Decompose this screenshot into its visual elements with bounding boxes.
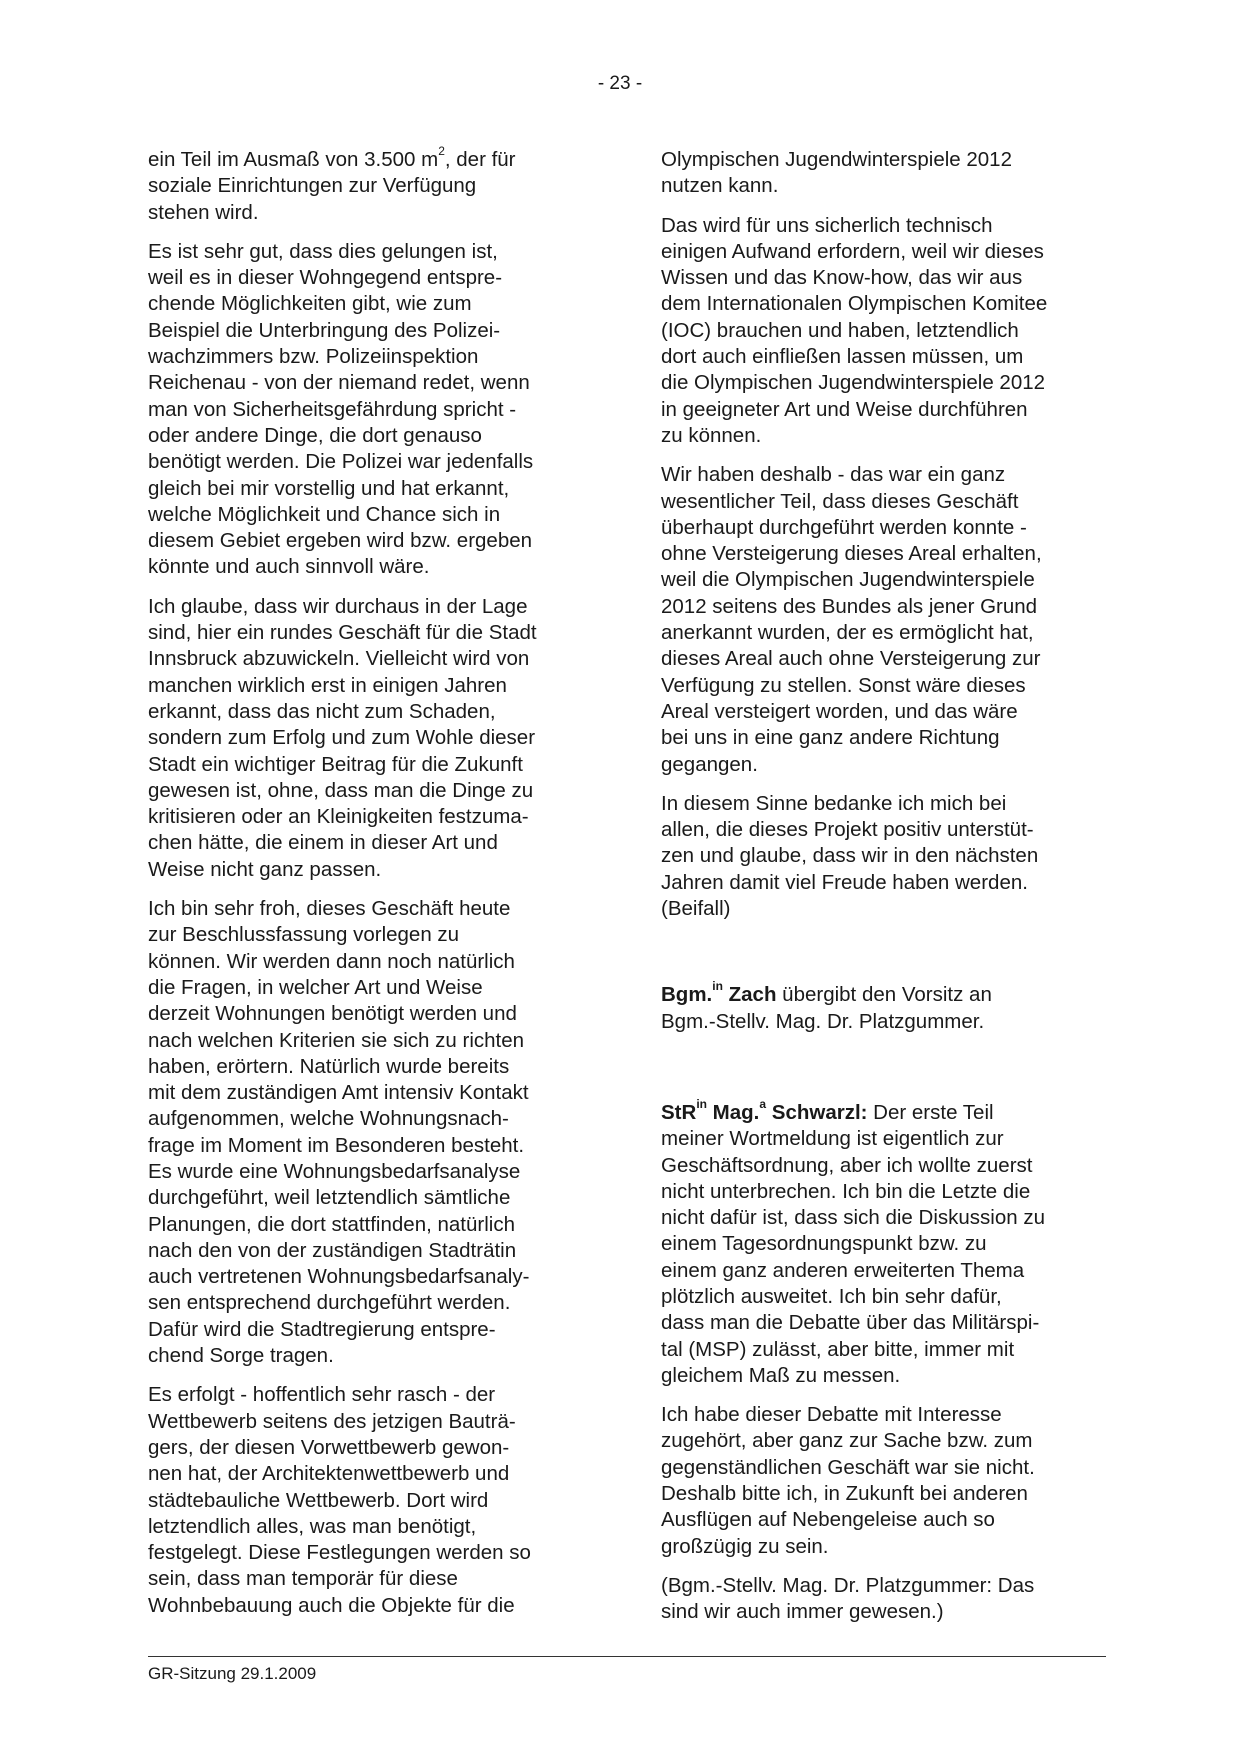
text-line: nach welchen Kriterien sie sich zu richten — [148, 1028, 525, 1052]
text-line: gers, der diesen Vorwettbewerb gewon- — [148, 1435, 510, 1459]
text-line: Innsbruck abzuwickeln. Vielleicht wird von — [148, 647, 530, 671]
right-paragraph-1 — [661, 147, 1106, 200]
text-line: chend Sorge tragen. — [148, 1344, 334, 1368]
text-line: chen hätte, die einem in dieser Art und — [148, 831, 498, 855]
text-line: haben, erörtern. Natürlich wurde bereits — [148, 1054, 510, 1078]
right-paragraph-5 — [661, 1402, 1106, 1560]
text-line: Jahren damit viel Freude haben werden. — [661, 870, 1028, 894]
text-line: benötigt werden. Die Polizei war jedenfalls — [148, 450, 534, 474]
text-line: Es erfolgt - hoffentlich sehr rasch - der — [148, 1383, 496, 1407]
text-line: Reichenau - von der niemand redet, wenn — [148, 371, 530, 395]
text-line: Areal versteigert worden, und das wäre — [661, 699, 1018, 723]
text-line: Wohnbebauung auch die Objekte für die — [148, 1593, 515, 1617]
text-line: oder andere Dinge, die dort genauso — [148, 423, 482, 447]
text-line: einigen Aufwand erfordern, weil wir dieses — [661, 239, 1044, 263]
text-line: letztendlich alles, was man benötigt, — [148, 1514, 477, 1538]
text-line: dieses Areal auch ohne Versteigerung zur — [661, 647, 1041, 671]
text-line: sind wir auch immer gewesen.) — [661, 1600, 944, 1624]
left-paragraph-5 — [148, 1382, 588, 1619]
text-line: Stadt ein wichtiger Beitrag für die Zukunft — [148, 752, 523, 776]
text-line: allen, die dieses Projekt positiv unterstüt- — [661, 818, 1034, 842]
text-line: gegangen. — [661, 752, 758, 776]
text-line: nicht unterbrechen. Ich bin die Letzte die — [661, 1179, 1031, 1203]
text-line: einem Tagesordnungspunkt bzw. zu — [661, 1232, 987, 1256]
text-line: In diesem Sinne bedanke ich mich bei — [661, 791, 1007, 815]
left-paragraph-1 — [148, 144, 588, 226]
speech-paragraph — [661, 1097, 1106, 1389]
text-line: welche Möglichkeit und Chance sich in — [148, 502, 501, 526]
chair-handover-paragraph — [661, 979, 1106, 1035]
text-line: Bgm.$^{in}$ Zach übergibt den Vorsitz an — [661, 979, 992, 1007]
text-line: wachzimmers bzw. Polizeiinspektion — [148, 345, 479, 369]
text-line: Dafür wird die Stadtregierung entspre- — [148, 1317, 496, 1341]
text-line: stehen wird. — [148, 200, 259, 224]
text-line: ein Teil im Ausmaß von 3.500 $m^2$, der für — [148, 144, 516, 171]
text-line: dem Internationalen Olympischen Komitee — [661, 292, 1048, 316]
text-line: großzügig zu sein. — [661, 1534, 829, 1558]
left-paragraph-2 — [148, 239, 588, 581]
text-line: gewesen ist, ohne, dass man die Dinge zu — [148, 778, 534, 802]
text-line: kritisieren oder an Kleinigkeiten festzuma- — [148, 805, 529, 829]
right-paragraph-2 — [661, 213, 1106, 450]
text-line: können. Wir werden dann noch natürlich — [148, 949, 515, 973]
speaker-label: StR$^{in}$ Mag.$^a$ Schwarzl: — [661, 1097, 868, 1124]
text-line: erkannt, dass das nicht zum Schaden, — [148, 699, 496, 723]
right-paragraph-3 — [661, 462, 1106, 778]
text-line: Deshalb bitte ich, in Zukunft bei anderen — [661, 1482, 1028, 1506]
spacer — [661, 1048, 1106, 1100]
right-paragraph-4 — [661, 791, 1106, 922]
text-line: 2012 seitens des Bundes als jener Grund — [661, 594, 1038, 618]
text-line: nutzen kann. — [661, 174, 779, 198]
text-line: sen entsprechend durchgeführt werden. — [148, 1291, 511, 1315]
text-line: Ich habe dieser Debatte mit Interesse — [661, 1403, 1002, 1427]
text-line: städtebauliche Wettbewerb. Dort wird — [148, 1488, 489, 1512]
speaker-label: Bgm.$^{in}$ Zach — [661, 979, 777, 1007]
text-line: chende Möglichkeiten gibt, wie zum — [148, 292, 472, 316]
text-line: Wissen und das Know-how, das wir aus — [661, 266, 1023, 290]
text-line: Bgm.-Stellv. Mag. Dr. Platzgummer. — [661, 1009, 985, 1033]
text-line: überhaupt durchgeführt werden konnte - — [661, 515, 1027, 539]
footer-text: GR-Sitzung 29.1.2009 — [148, 1664, 317, 1683]
text-line: man von Sicherheitsgefährdung spricht - — [148, 397, 517, 421]
text-line: (Beifall) — [661, 897, 731, 921]
text-line: Wettbewerb seitens des jetzigen Bauträ- — [148, 1409, 516, 1433]
text-line: (IOC) brauchen und haben, letztendlich — [661, 318, 1019, 342]
text-line: sondern zum Erfolg und zum Wohle dieser — [148, 726, 536, 750]
text-line: festgelegt. Diese Festlegungen werden so — [148, 1541, 531, 1565]
text-line: nen hat, der Architektenwettbewerb und — [148, 1462, 510, 1486]
text-line: plötzlich ausweitet. Ich bin sehr dafür, — [661, 1284, 1002, 1308]
text-line: Ausflügen auf Nebengeleise auch so — [661, 1508, 995, 1532]
left-paragraph-3 — [148, 594, 588, 883]
text-line: ohne Versteigerung dieses Areal erhalten, — [661, 542, 1042, 566]
text-line: frage im Moment im Besonderen besteht. — [148, 1133, 525, 1157]
text-line: sind, hier ein rundes Geschäft für die Stadt — [148, 621, 537, 645]
text-line: Beispiel die Unterbringung des Polizei- — [148, 318, 501, 342]
text-line: bei uns in eine ganz andere Richtung — [661, 726, 1000, 750]
text-line: meiner Wortmeldung ist eigentlich zur — [661, 1127, 1004, 1151]
text-line: zugehört, aber ganz zur Sache bzw. zum — [661, 1429, 1033, 1453]
text-line: weil die Olympischen Jugendwinterspiele — [661, 568, 1035, 592]
text-line: dort auch einfließen lassen müssen, um — [661, 345, 1024, 369]
text-line: sein, dass man temporär für diese — [148, 1567, 458, 1591]
text-line: weil es in dieser Wohngegend entspre- — [148, 266, 503, 290]
text-line: Geschäftsordnung, aber ich wollte zuerst — [661, 1153, 1033, 1177]
text-line: Wir haben deshalb - das war ein ganz — [661, 463, 1006, 487]
text-line: wesentlicher Teil, dass dieses Geschäft — [661, 489, 1019, 513]
spacer — [661, 935, 1106, 982]
text-line: durchgeführt, weil letztendlich sämtliche — [148, 1186, 511, 1210]
text-line: auch vertretenen Wohnungsbedarfsanaly- — [148, 1265, 530, 1289]
text-line: könnte und auch sinnvoll wäre. — [148, 555, 430, 579]
text-line: in geeigneter Art und Weise durchführen — [661, 397, 1028, 421]
text-line: StR$^{in}$ Mag.$^a$ Schwarzl: Der erste Teil — [661, 1097, 994, 1124]
text-line: einem ganz anderen erweiterten Thema — [661, 1258, 1025, 1282]
text-line: Es ist sehr gut, dass dies gelungen ist, — [148, 239, 498, 263]
text-line: manchen wirklich erst in einigen Jahren — [148, 673, 507, 697]
text-line: die Fragen, in welcher Art und Weise — [148, 975, 483, 999]
text-line: derzeit Wohnungen benötigt werden und — [148, 1002, 517, 1026]
text-line: Verfügung zu stellen. Sonst wäre dieses — [661, 673, 1026, 697]
text-line: diesem Gebiet ergeben wird bzw. ergeben — [148, 529, 533, 553]
page-number: - 23 - — [597, 73, 643, 94]
text-line: Planungen, die dort stattfinden, natürlich — [148, 1212, 515, 1236]
text-line: (Bgm.-Stellv. Mag. Dr. Platzgummer: Das — [661, 1573, 1035, 1597]
text-line: Es wurde eine Wohnungsbedarfsanalyse — [148, 1159, 521, 1183]
text-line: Ich bin sehr froh, dieses Geschäft heute — [148, 897, 511, 921]
text-line: gegenständlichen Geschäft war sie nicht. — [661, 1455, 1035, 1479]
text-line: Olympischen Jugendwinterspiele 2012 — [661, 148, 1012, 171]
text-line: nach den von der zuständigen Stadträtin — [148, 1238, 517, 1262]
text-line: mit dem zuständigen Amt intensiv Kontakt — [148, 1081, 529, 1105]
text-line: Das wird für uns sicherlich technisch — [661, 213, 993, 237]
text-line: aufgenommen, welche Wohnungsnach- — [148, 1107, 509, 1131]
superscript: 2 — [438, 144, 445, 159]
text-line: nicht dafür ist, dass sich die Diskussion zu — [661, 1206, 1045, 1230]
text-line: dass man die Debatte über das Militärspi- — [661, 1311, 1040, 1335]
text-line: zen und glaube, dass wir in den nächsten — [661, 844, 1039, 868]
footer-rule — [148, 1656, 1106, 1657]
text-line: zu können. — [661, 423, 762, 447]
text-line: tal (MSP) zulässt, aber bitte, immer mit — [661, 1337, 1015, 1361]
text-line: Weise nicht ganz passen. — [148, 857, 382, 881]
right-paragraph-6 — [661, 1573, 1106, 1626]
text-line: die Olympischen Jugendwinterspiele 2012 — [661, 371, 1046, 395]
left-column — [148, 144, 588, 1632]
text-line: zur Beschlussfassung vorlegen zu — [148, 923, 460, 947]
speech-lines — [661, 1126, 1106, 1389]
left-paragraph-4 — [148, 896, 588, 1369]
text-line: soziale Einrichtungen zur Verfügung — [148, 174, 477, 198]
text-line: gleich bei mir vorstellig und hat erkannt, — [148, 476, 510, 500]
right-column — [661, 147, 1106, 1639]
text-line: gleichem Maß zu messen. — [661, 1363, 901, 1387]
text-line: Ich glaube, dass wir durchaus in der Lage — [148, 594, 528, 618]
text-line: anerkannt wurden, der es ermöglicht hat, — [661, 621, 1034, 645]
